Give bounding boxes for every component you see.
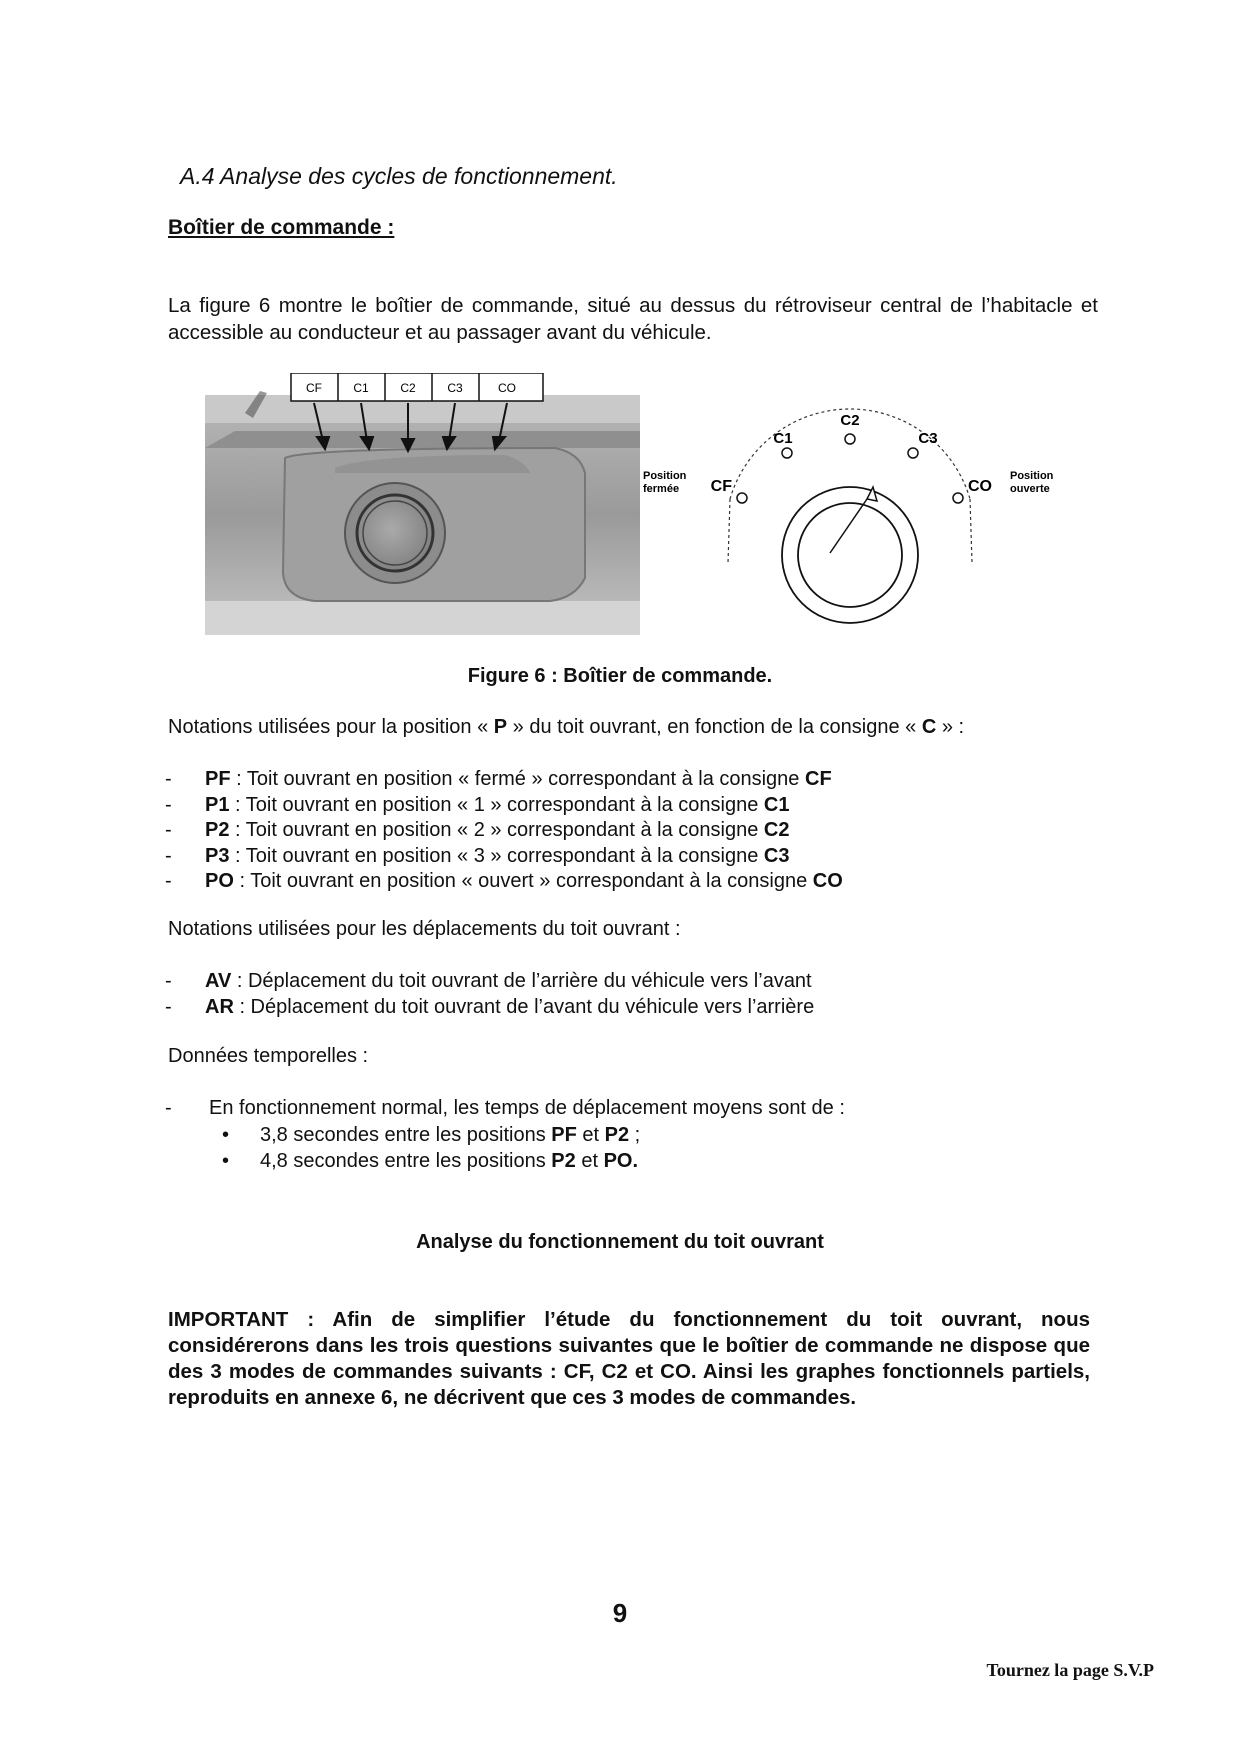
temporal-intro: En fonctionnement normal, les temps de déplacement moyens sont de : <box>209 1097 845 1119</box>
list-item: - PF : Toit ouvrant en position « fermé » correspondant à la consigne CF <box>165 768 832 790</box>
analysis-title: Analyse du fonctionnement du toit ouvrant <box>416 1231 824 1253</box>
diagram-label-c1: C1 <box>773 430 793 447</box>
temporal-intro-row: - En fonctionnement normal, les temps de déplacement moyens sont de : <box>165 1096 845 1122</box>
section-title: A.4 Analyse des cycles de fonctionnement. <box>180 163 618 189</box>
important-note: IMPORTANT : Afin de simplifier l’étude du fonctionnement du toit ouvrant, nous considérerons dans les trois questions suivantes que le boîtier de commande ne dispose que des 3 modes de commandes suivants : CF, C2 et CO. Ainsi les graphes fonctionnels partiels, reproduits en annexe 6, ne décrivent que ces 3 modes de commandes. <box>168 1308 1090 1409</box>
diagram-label-c3: C3 <box>918 430 938 447</box>
position-intro-p: P <box>493 716 508 738</box>
position-intro <box>168 716 964 739</box>
movements-intro: Notations utilisées pour les déplacements du toit ouvrant : <box>168 918 681 940</box>
photo-label-c3: C3 <box>447 381 463 395</box>
label-boxes <box>291 373 543 401</box>
selector-pointer <box>830 499 867 553</box>
list-item: - PO : Toit ouvrant en position « ouvert » correspondant à la consigne CO <box>165 870 843 892</box>
selector-diagram <box>643 409 1054 623</box>
footer-note: Tournez la page S.V.P <box>986 1660 1154 1680</box>
dot-c3 <box>908 448 918 458</box>
list-item: - P2 : Toit ouvrant en position « 2 » correspondant à la consigne C2 <box>165 819 790 841</box>
inner-ring <box>798 503 902 607</box>
position-intro-text-2: » du toit ouvrant, en fonction de la consigne « <box>507 716 922 738</box>
photo-label-c1: C1 <box>353 381 369 395</box>
movements-list <box>165 969 814 1020</box>
photo-label-co: CO <box>498 381 516 395</box>
dot-co <box>953 493 963 503</box>
diagram-label-cf: CF <box>710 478 732 495</box>
photo-label-cf: CF <box>306 381 322 395</box>
temporal-title: Données temporelles : <box>168 1045 369 1067</box>
position-intro-text-1: Notations utilisées pour la position « <box>168 716 494 738</box>
figure-6 <box>205 373 1090 635</box>
list-item: - P3 : Toit ouvrant en position « 3 » correspondant à la consigne C3 <box>165 844 790 867</box>
intro-paragraph: La figure 6 montre le boîtier de commande, situé au dessus du rétroviseur central de l’habitacle et accessible au conducteur et au passager avant du véhicule. <box>168 294 1098 344</box>
dot-c2 <box>845 434 855 444</box>
figure-caption: Figure 6 : Boîtier de commande. <box>467 665 773 687</box>
temporal-items <box>222 1122 640 1174</box>
right-label-line1: Position <box>1010 470 1054 482</box>
list-item: • 4,8 secondes entre les positions P2 et PO. <box>222 1150 639 1172</box>
position-intro-text-3: » : <box>936 716 965 738</box>
left-label-line2: fermée <box>643 483 680 495</box>
list-item: • 3,8 secondes entre les positions PF et P2 ; <box>222 1124 641 1146</box>
position-intro-c: C <box>921 716 937 738</box>
subsection-title: Boîtier de commande : <box>168 216 395 239</box>
outer-ring <box>782 487 918 623</box>
page-number: 9 <box>612 1598 628 1628</box>
list-item: - P1 : Toit ouvrant en position « 1 » correspondant à la consigne C1 <box>165 793 790 816</box>
left-label-line1: Position <box>643 470 687 482</box>
list-item: - AR : Déplacement du toit ouvrant de l’avant du véhicule vers l’arrière <box>165 995 815 1018</box>
positions-list <box>165 767 843 895</box>
right-label-line2: ouverte <box>1010 483 1050 495</box>
control-box-photo <box>205 391 640 635</box>
dot-c1 <box>782 448 792 458</box>
dot-cf <box>737 493 747 503</box>
photo-label-c2: C2 <box>400 381 416 395</box>
diagram-label-c2: C2 <box>840 412 860 429</box>
control-box-figure <box>205 373 1090 635</box>
list-item: - AV : Déplacement du toit ouvrant de l’arrière du véhicule vers l’avant <box>165 970 812 992</box>
diagram-label-co: CO <box>968 478 992 495</box>
